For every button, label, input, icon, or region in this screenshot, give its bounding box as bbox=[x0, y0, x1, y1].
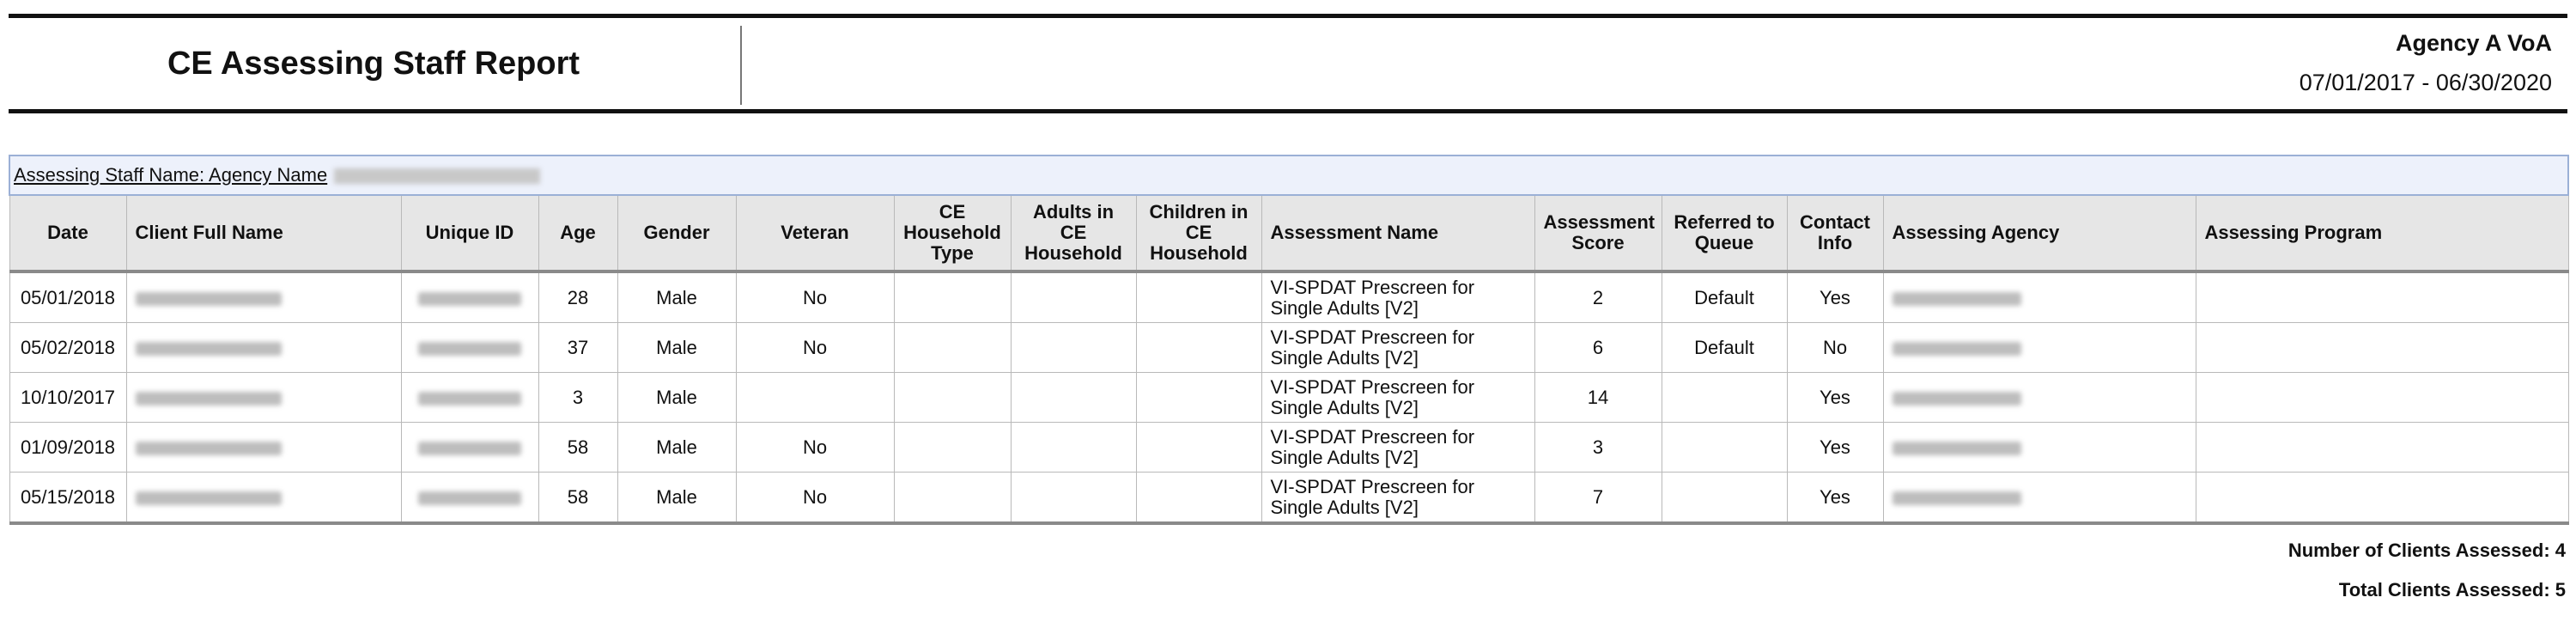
cell-veteran: No bbox=[736, 271, 894, 323]
cell-adults bbox=[1011, 423, 1136, 473]
cell-assessing-agency bbox=[1883, 323, 2196, 373]
cell-contact: Yes bbox=[1787, 271, 1883, 323]
cell-children bbox=[1136, 473, 1261, 524]
cell-unique-id bbox=[401, 323, 538, 373]
cell-date: 01/09/2018 bbox=[9, 423, 126, 473]
redacted-id bbox=[418, 342, 521, 356]
cell-household-type bbox=[894, 271, 1011, 323]
cell-adults bbox=[1011, 323, 1136, 373]
header-bottom-rule bbox=[9, 109, 2567, 113]
cell-age: 58 bbox=[538, 473, 617, 524]
cell-contact: Yes bbox=[1787, 473, 1883, 524]
redacted-id bbox=[418, 292, 521, 306]
cell-date: 10/10/2017 bbox=[9, 373, 126, 423]
cell-age: 37 bbox=[538, 323, 617, 373]
group-label: Assessing Staff Name: Agency Name bbox=[14, 164, 328, 186]
redacted-name bbox=[136, 442, 282, 455]
cell-score: 6 bbox=[1534, 323, 1662, 373]
cell-assessing-program bbox=[2196, 473, 2568, 524]
cell-client-name bbox=[126, 323, 401, 373]
cell-unique-id bbox=[401, 423, 538, 473]
table-row bbox=[9, 373, 2568, 423]
cell-gender: Male bbox=[617, 473, 736, 524]
col-contact: Contact Info bbox=[1787, 195, 1883, 271]
date-range: 07/01/2017 - 06/30/2020 bbox=[2299, 70, 2552, 95]
col-age: Age bbox=[538, 195, 617, 271]
col-date: Date bbox=[9, 195, 126, 271]
group-header-row bbox=[9, 156, 2568, 195]
redacted-agency bbox=[334, 168, 540, 184]
cell-score: 2 bbox=[1534, 271, 1662, 323]
redacted-id bbox=[418, 491, 521, 505]
redacted-agency bbox=[1893, 442, 2021, 455]
cell-veteran: No bbox=[736, 423, 894, 473]
report-table bbox=[9, 155, 2569, 525]
cell-gender: Male bbox=[617, 323, 736, 373]
cell-adults bbox=[1011, 271, 1136, 323]
total-clients-assessed: Total Clients Assessed: 5 bbox=[2338, 579, 2566, 601]
cell-contact: No bbox=[1787, 323, 1883, 373]
col-assessing-program: Assessing Program bbox=[2196, 195, 2568, 271]
clients-assessed-total: Number of Clients Assessed: 4 bbox=[2287, 540, 2566, 561]
cell-referred bbox=[1662, 423, 1787, 473]
cell-unique-id bbox=[401, 271, 538, 323]
cell-score: 3 bbox=[1534, 423, 1662, 473]
col-unique-id: Unique ID bbox=[401, 195, 538, 271]
cell-children bbox=[1136, 423, 1261, 473]
redacted-agency bbox=[1893, 342, 2021, 356]
cell-gender: Male bbox=[617, 373, 736, 423]
col-children: Children in CE Household bbox=[1136, 195, 1261, 271]
cell-gender: Male bbox=[617, 423, 736, 473]
cell-referred bbox=[1662, 473, 1787, 524]
cell-veteran: No bbox=[736, 323, 894, 373]
cell-adults bbox=[1011, 373, 1136, 423]
report-title: CE Assessing Staff Report bbox=[167, 45, 580, 82]
col-client-name: Client Full Name bbox=[126, 195, 401, 271]
table-row bbox=[9, 473, 2568, 524]
cell-score: 14 bbox=[1534, 373, 1662, 423]
cell-assessment-name: VI-SPDAT Prescreen for Single Adults [V2] bbox=[1261, 271, 1534, 323]
header-meta bbox=[2300, 26, 2552, 101]
redacted-agency bbox=[1893, 491, 2021, 505]
cell-household-type bbox=[894, 473, 1011, 524]
col-adults: Adults in CE Household bbox=[1011, 195, 1136, 271]
cell-household-type bbox=[894, 423, 1011, 473]
cell-veteran: No bbox=[736, 473, 894, 524]
cell-adults bbox=[1011, 473, 1136, 524]
cell-contact: Yes bbox=[1787, 423, 1883, 473]
redacted-id bbox=[418, 442, 521, 455]
cell-assessment-name: VI-SPDAT Prescreen for Single Adults [V2] bbox=[1261, 423, 1534, 473]
redacted-name bbox=[136, 292, 282, 306]
cell-referred: Default bbox=[1662, 271, 1787, 323]
cell-date: 05/01/2018 bbox=[9, 271, 126, 323]
cell-household-type bbox=[894, 323, 1011, 373]
cell-assessment-name: VI-SPDAT Prescreen for Single Adults [V2] bbox=[1261, 323, 1534, 373]
cell-referred: Default bbox=[1662, 323, 1787, 373]
header-top-rule bbox=[9, 14, 2567, 18]
redacted-id bbox=[418, 392, 521, 406]
cell-date: 05/15/2018 bbox=[9, 473, 126, 524]
cell-client-name bbox=[126, 373, 401, 423]
group-header bbox=[9, 156, 2568, 195]
agency-name: Agency A VoA bbox=[2395, 30, 2552, 56]
col-veteran: Veteran bbox=[736, 195, 894, 271]
cell-unique-id bbox=[401, 473, 538, 524]
cell-age: 28 bbox=[538, 271, 617, 323]
cell-children bbox=[1136, 271, 1261, 323]
cell-assessing-agency bbox=[1883, 423, 2196, 473]
col-assessing-agency: Assessing Agency bbox=[1883, 195, 2196, 271]
cell-assessing-agency bbox=[1883, 473, 2196, 524]
cell-unique-id bbox=[401, 373, 538, 423]
cell-gender: Male bbox=[617, 271, 736, 323]
redacted-agency bbox=[1893, 392, 2021, 406]
cell-assessing-program bbox=[2196, 271, 2568, 323]
col-referred: Referred to Queue bbox=[1662, 195, 1787, 271]
cell-assessing-agency bbox=[1883, 271, 2196, 323]
cell-assessing-program bbox=[2196, 423, 2568, 473]
redacted-name bbox=[136, 392, 282, 406]
cell-assessing-program bbox=[2196, 373, 2568, 423]
table-row bbox=[9, 323, 2568, 373]
cell-client-name bbox=[126, 473, 401, 524]
cell-assessment-name: VI-SPDAT Prescreen for Single Adults [V2] bbox=[1261, 473, 1534, 524]
cell-assessment-name: VI-SPDAT Prescreen for Single Adults [V2] bbox=[1261, 373, 1534, 423]
cell-veteran bbox=[736, 373, 894, 423]
redacted-name bbox=[136, 491, 282, 505]
cell-client-name bbox=[126, 423, 401, 473]
redacted-agency bbox=[1893, 292, 2021, 306]
cell-assessing-agency bbox=[1883, 373, 2196, 423]
cell-household-type bbox=[894, 373, 1011, 423]
cell-children bbox=[1136, 373, 1261, 423]
cell-assessing-program bbox=[2196, 323, 2568, 373]
cell-referred bbox=[1662, 373, 1787, 423]
col-score: Assessment Score bbox=[1534, 195, 1662, 271]
cell-contact: Yes bbox=[1787, 373, 1883, 423]
report-header bbox=[9, 19, 2567, 108]
table-row bbox=[9, 423, 2568, 473]
cell-age: 58 bbox=[538, 423, 617, 473]
cell-date: 05/02/2018 bbox=[9, 323, 126, 373]
cell-client-name bbox=[126, 271, 401, 323]
cell-age: 3 bbox=[538, 373, 617, 423]
cell-score: 7 bbox=[1534, 473, 1662, 524]
column-header-row bbox=[9, 195, 2568, 271]
col-gender: Gender bbox=[617, 195, 736, 271]
header-divider bbox=[740, 26, 742, 105]
table-row bbox=[9, 271, 2568, 323]
cell-children bbox=[1136, 323, 1261, 373]
col-assessment-name: Assessment Name bbox=[1261, 195, 1534, 271]
redacted-name bbox=[136, 342, 282, 356]
col-household-type: CE Household Type bbox=[894, 195, 1011, 271]
